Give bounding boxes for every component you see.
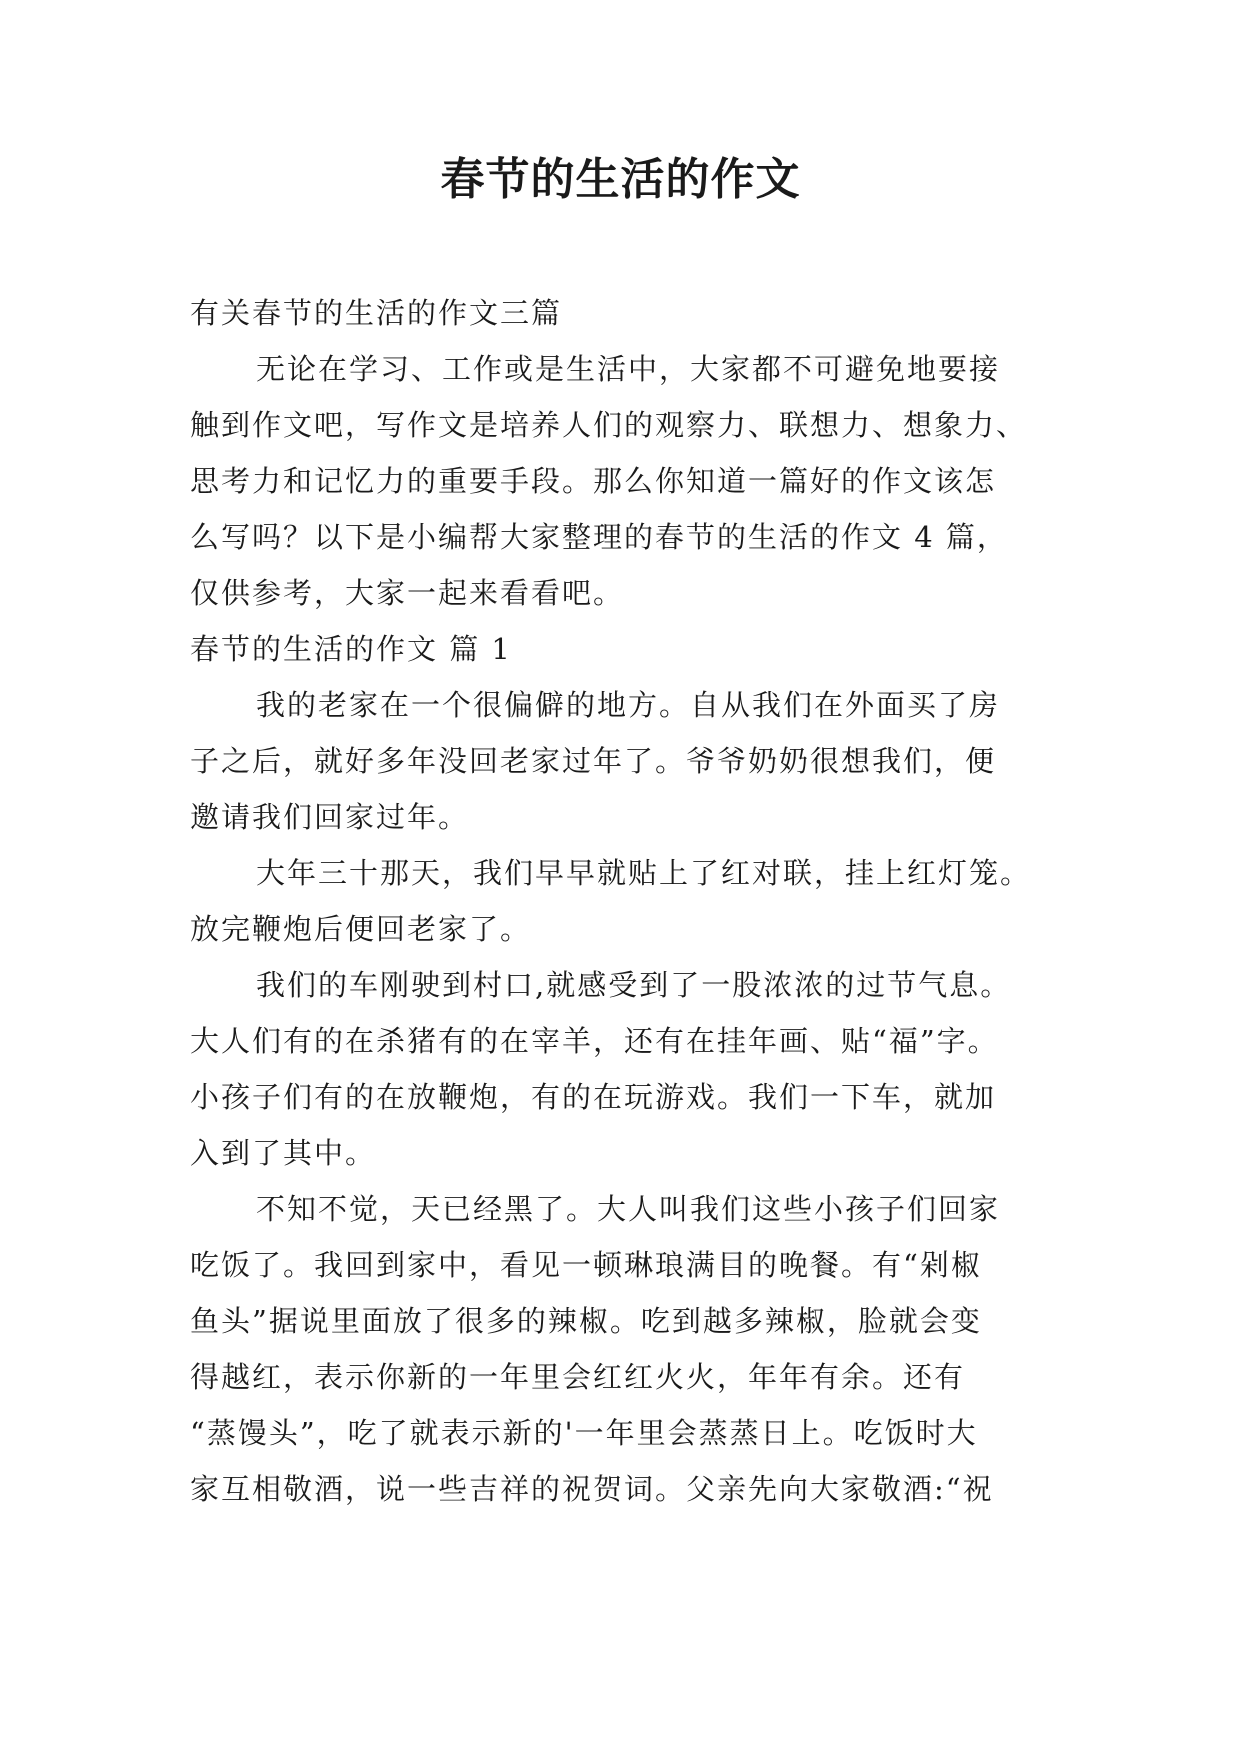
text-line: 大年三十那天，我们早早就贴上了红对联，挂上红灯笼。 bbox=[256, 856, 1032, 890]
text-line: 小孩子们有的在放鞭炮，有的在玩游戏。我们一下车，就加 bbox=[190, 1080, 997, 1114]
document-body bbox=[190, 285, 1060, 1517]
text-line: 邀请我们回家过年。 bbox=[190, 800, 470, 834]
text-line: 无论在学习、工作或是生活中，大家都不可避免地要接 bbox=[256, 352, 1001, 386]
text-line: 么写吗？以下是小编帮大家整理的春节的生活的作文 4 篇， bbox=[190, 520, 1008, 554]
text-line: 吃饭了。我回到家中，看见一顿琳琅满目的晚餐。有“剁椒 bbox=[190, 1248, 982, 1282]
text-line: 我的老家在一个很偏僻的地方。自从我们在外面买了房 bbox=[256, 688, 1001, 722]
text-line: 思考力和记忆力的重要手段。那么你知道一篇好的作文该怎 bbox=[190, 464, 997, 498]
text-line: 有关春节的生活的作文三篇 bbox=[190, 296, 563, 330]
text-line: 触到作文吧，写作文是培养人们的观察力、联想力、想象力、 bbox=[190, 408, 1028, 442]
text-line: 我们的车刚驶到村口,就感受到了一股浓浓的过节气息。 bbox=[256, 968, 1012, 1002]
text-line: 放完鞭炮后便回老家了。 bbox=[190, 912, 532, 946]
text-line: 不知不觉，天已经黑了。大人叫我们这些小孩子们回家 bbox=[256, 1192, 1001, 1226]
document-title: 春节的生活的作文 bbox=[440, 154, 801, 205]
text-line: “蒸馒头”，吃了就表示新的'一年里会蒸蒸日上。吃饭时大 bbox=[190, 1416, 978, 1450]
text-line: 入到了其中。 bbox=[190, 1136, 377, 1170]
text-line: 子之后，就好多年没回老家过年了。爷爷奶奶很想我们，便 bbox=[190, 744, 997, 778]
text-line: 仅供参考，大家一起来看看吧。 bbox=[190, 576, 625, 610]
text-line: 大人们有的在杀猪有的在宰羊，还有在挂年画、贴“福”字。 bbox=[190, 1024, 999, 1058]
text-line: 家互相敬酒，说一些吉祥的祝贺词。父亲先向大家敬酒:“祝 bbox=[190, 1472, 994, 1506]
text-line: 春节的生活的作文 篇 1 bbox=[190, 632, 512, 666]
text-line: 鱼头”据说里面放了很多的辣椒。吃到越多辣椒，脸就会变 bbox=[190, 1304, 982, 1338]
text-line: 得越红，表示你新的一年里会红红火火，年年有余。还有 bbox=[190, 1360, 966, 1394]
